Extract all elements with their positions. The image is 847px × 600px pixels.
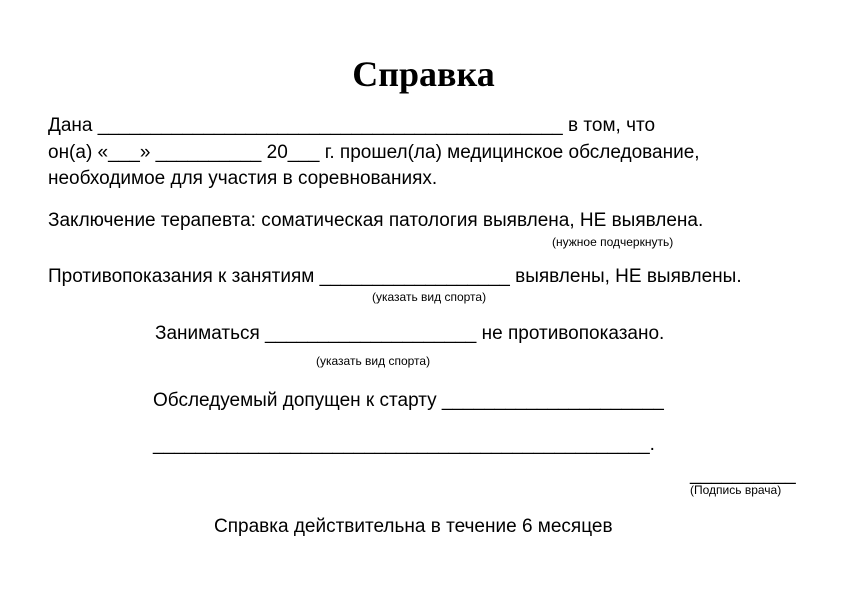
admitted-blank-line: _______________________________________________.	[153, 434, 655, 455]
therapist-conclusion: Заключение терапевта: соматическая патология выявлена, НЕ выявлена.	[48, 210, 704, 231]
allowed-line: Заниматься ____________________ не противопоказано.	[155, 323, 665, 344]
issued-to-suffix: в том, что	[568, 115, 656, 136]
underline-hint: (нужное подчеркнуть)	[552, 235, 674, 249]
admitted-line: Обследуемый допущен к старту _____________________	[153, 390, 664, 411]
certificate-line-date: он(а) «___» __________ 20___ г. прошел(ла) медицинское обследование,	[48, 142, 700, 163]
validity-note: Справка действительна в течение 6 месяцев	[214, 516, 613, 537]
contraindications-line: Противопоказания к занятиям __________________ выявлены, НЕ выявлены.	[48, 266, 742, 287]
certificate-line-purpose: необходимое для участия в соревнованиях.	[48, 168, 438, 189]
name-blank: ____________________________________________	[97, 115, 563, 136]
signature-label: (Подпись врача)	[690, 483, 782, 497]
signature-line: __________	[690, 464, 796, 485]
certificate-line-issued-to	[48, 114, 655, 138]
issued-to-label: Дана	[48, 115, 93, 136]
sport-hint-2: (указать вид спорта)	[316, 354, 431, 368]
sport-hint-1: (указать вид спорта)	[372, 290, 487, 304]
certificate-title: Справка	[352, 54, 495, 94]
